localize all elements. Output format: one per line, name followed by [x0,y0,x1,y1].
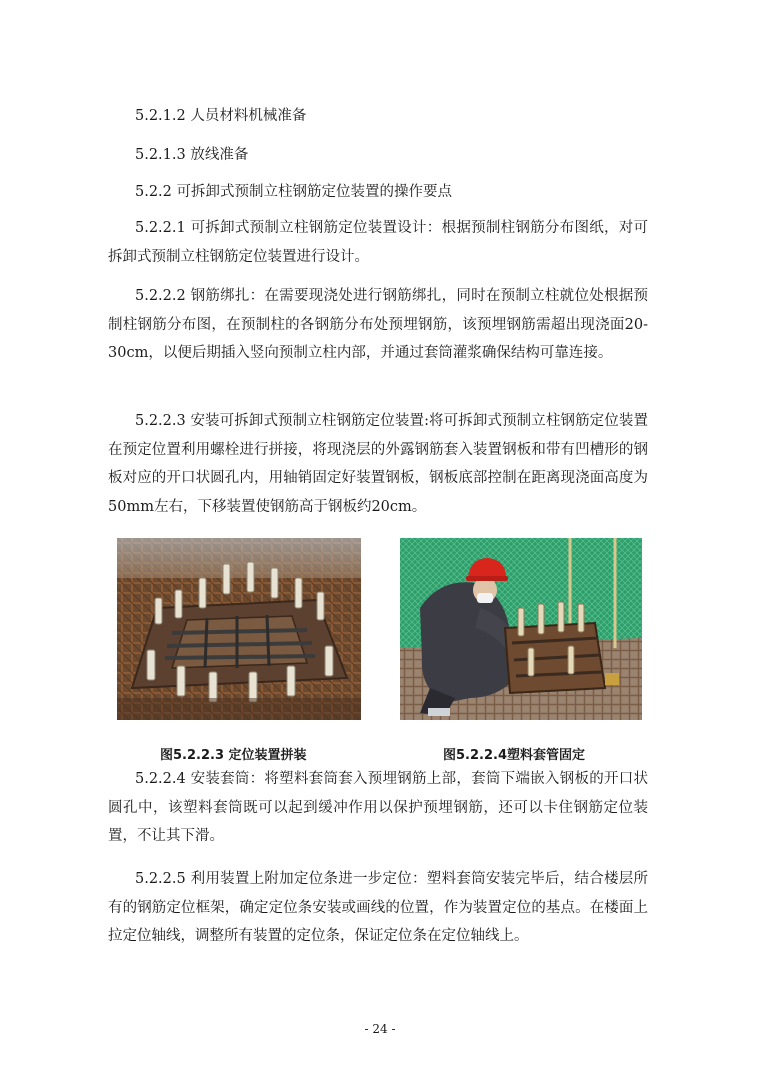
figure-device-assembly [117,538,361,720]
heading-5-2-2: 5.2.2 可拆卸式预制立柱钢筋定位装置的操作要点 [135,184,453,200]
device-assembly-photo [117,538,361,720]
page-number: - 24 - [364,1022,396,1036]
figure-caption-right: 图5.2.2.4塑料套管固定 [443,748,585,763]
paragraph-5-2-2-5: 5.2.2.5 利用装置上附加定位条进一步定位：塑料套筒安装完毕后，结合楼层所有的钢筋定位框架，确定定位条安装或画线的位置，作为装置定位的基点。在楼面上拉定位轴线，调整所有装置的定位条，保证定位条在定位轴线上。 [108,871,648,944]
paragraph-5-2-2-4: 5.2.2.4 安装套筒：将塑料套筒套入预埋钢筋上部，套筒下端嵌入钢板的开口状圆孔中，该塑料套筒既可以起到缓冲作用以保护预埋钢筋，还可以卡住钢筋定位装置，不让其下滑。 [108,771,648,844]
sleeve-fixing-photo [400,538,642,720]
heading-5-2-1-2: 5.2.1.2 人员材料机械准备 [135,108,307,124]
figure-sleeve-fixing [400,538,642,720]
paragraph-5-2-2-2: 5.2.2.2 钢筋绑扎：在需要现浇处进行钢筋绑扎，同时在预制立柱就位处根据预制柱钢筋分布图，在预制柱的各钢筋分布处预埋钢筋，该预埋钢筋需超出现浇面20-30cm，以便后期插入竖向预制立柱内部，并通过套筒灌浆确保结构可靠连接。 [108,288,648,361]
paragraph-5-2-2-3: 5.2.2.3 安装可拆卸式预制立柱钢筋定位装置:将可拆卸式预制立柱钢筋定位装置在预定位置利用螺栓进行拼接，将现浇层的外露钢筋套入装置钢板和带有凹槽形的钢板对应的开口状圆孔内，用轴销固定好装置钢板，钢板底部控制在距离现浇面高度为50mm左右，下移装置使钢筋高于钢板约20cm。 [108,413,648,515]
heading-5-2-1-3: 5.2.1.3 放线准备 [135,147,249,163]
paragraph-5-2-2-1: 5.2.2.1 可拆卸式预制立柱钢筋定位装置设计：根据预制柱钢筋分布图纸，对可拆卸式预制立柱钢筋定位装置进行设计。 [108,220,648,265]
figure-caption-left: 图5.2.2.3 定位装置拼装 [160,748,307,763]
